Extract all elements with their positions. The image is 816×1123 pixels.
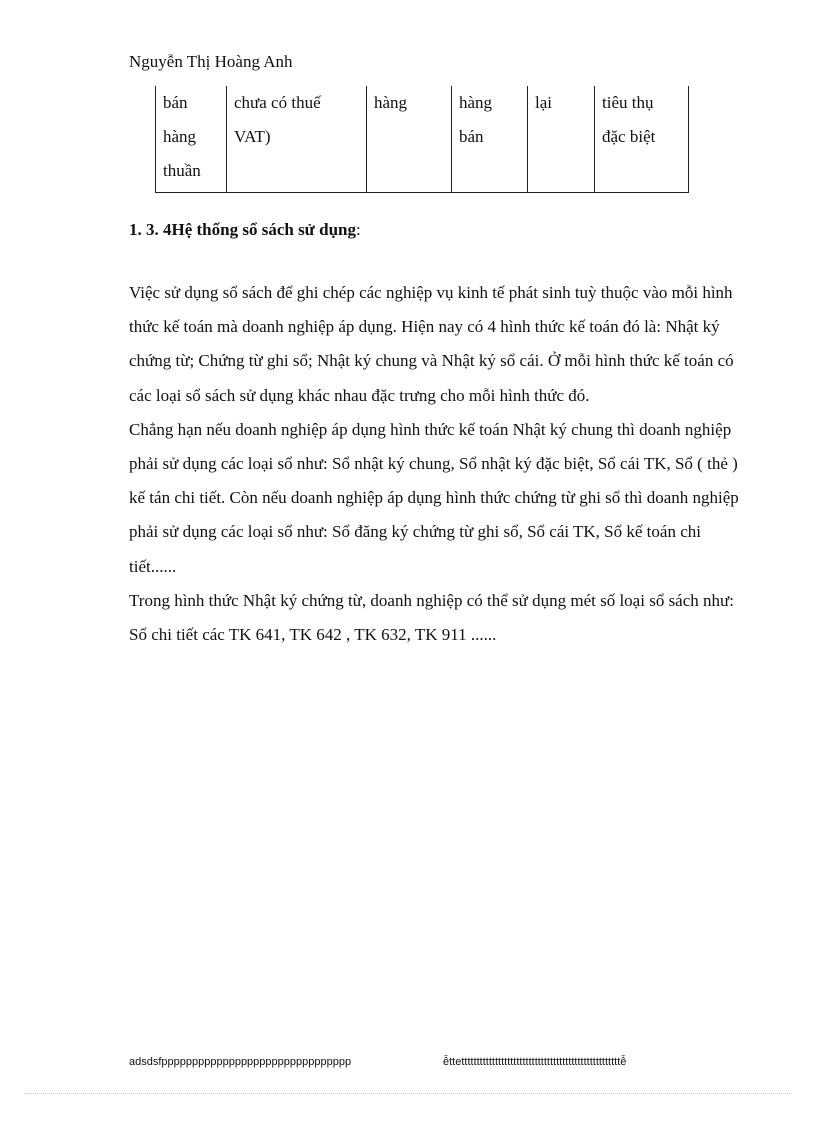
cell-line: đặc biệt (602, 127, 656, 146)
cell-line: lại (535, 93, 552, 112)
table-cell (227, 86, 367, 193)
section-heading-colon: : (356, 220, 361, 239)
cell-line: hàng (163, 127, 197, 146)
paragraph: Trong hình thức Nhật ký chứng từ, doanh nghiệp có thể sử dụng mét số loại sổ sách như: Sổ chi tiết các TK 641, TK 642 , TK 632, TK 911 ...... (129, 590, 734, 645)
cell-line: hàng (459, 93, 493, 112)
page-bottom-divider (24, 1093, 792, 1094)
section-heading-text: 1. 3. 4Hệ thống sổ sách sử dụng (129, 220, 357, 239)
footer-right: ễttettttttttttttttttttttttttttttttttttttttttttttttttttttễ (443, 1056, 627, 1068)
table-cell (156, 86, 227, 193)
cell-line: bán (163, 93, 188, 112)
table-cell (528, 86, 595, 193)
cell-line: thuần (163, 161, 201, 180)
footer-left: adsdsfppppppppppppppppppppppppppppppp (129, 1056, 352, 1068)
table-cell (367, 86, 452, 193)
cell-line: hàng (374, 93, 408, 112)
section-heading (129, 220, 361, 240)
table-cell (595, 86, 689, 193)
table-row (156, 86, 689, 193)
author-name: Nguyễn Thị Hoàng Anh (129, 52, 293, 71)
table-cell (452, 86, 528, 193)
cell-line: VAT) (234, 127, 271, 146)
section-body (129, 276, 749, 652)
cell-line: bán (459, 127, 484, 146)
continued-table (155, 86, 689, 193)
cell-line: tiêu thụ (602, 93, 654, 112)
paragraph: Chẳng hạn nếu doanh nghiệp áp dụng hình thức kế toán Nhật ký chung thì doanh nghiệp phải sử dụng các loại sổ như: Sổ nhật ký chung, Sổ nhật ký đặc biệt, Sổ cái TK, Sổ ( thẻ ) kế tán chi tiết. Còn nếu doanh nghiệp áp dụng hình thức chứng từ ghi sổ thì doanh nghiệp phải sử dụng các loại sổ như: Sổ đăng ký chứng từ ghi sổ, Sổ cái TK, Sổ kế toán chi tiết...... (129, 419, 739, 576)
paragraph: Việc sử dụng sổ sách để ghi chép các nghiệp vụ kinh tế phát sinh tuỳ thuộc vào mỗi hình thức kế toán mà doanh nghiệp áp dụng. Hiện nay có 4 hình thức kế toán đó là: Nhật ký chứng từ; Chứng từ ghi sổ; Nhật ký chung và Nhật ký sổ cái. Ở mỗi hình thức kế toán có các loại sổ sách sử dụng khác nhau đặc trưng cho mỗi hình thức đó. (129, 283, 734, 405)
cell-line: chưa có thuế (234, 93, 321, 112)
